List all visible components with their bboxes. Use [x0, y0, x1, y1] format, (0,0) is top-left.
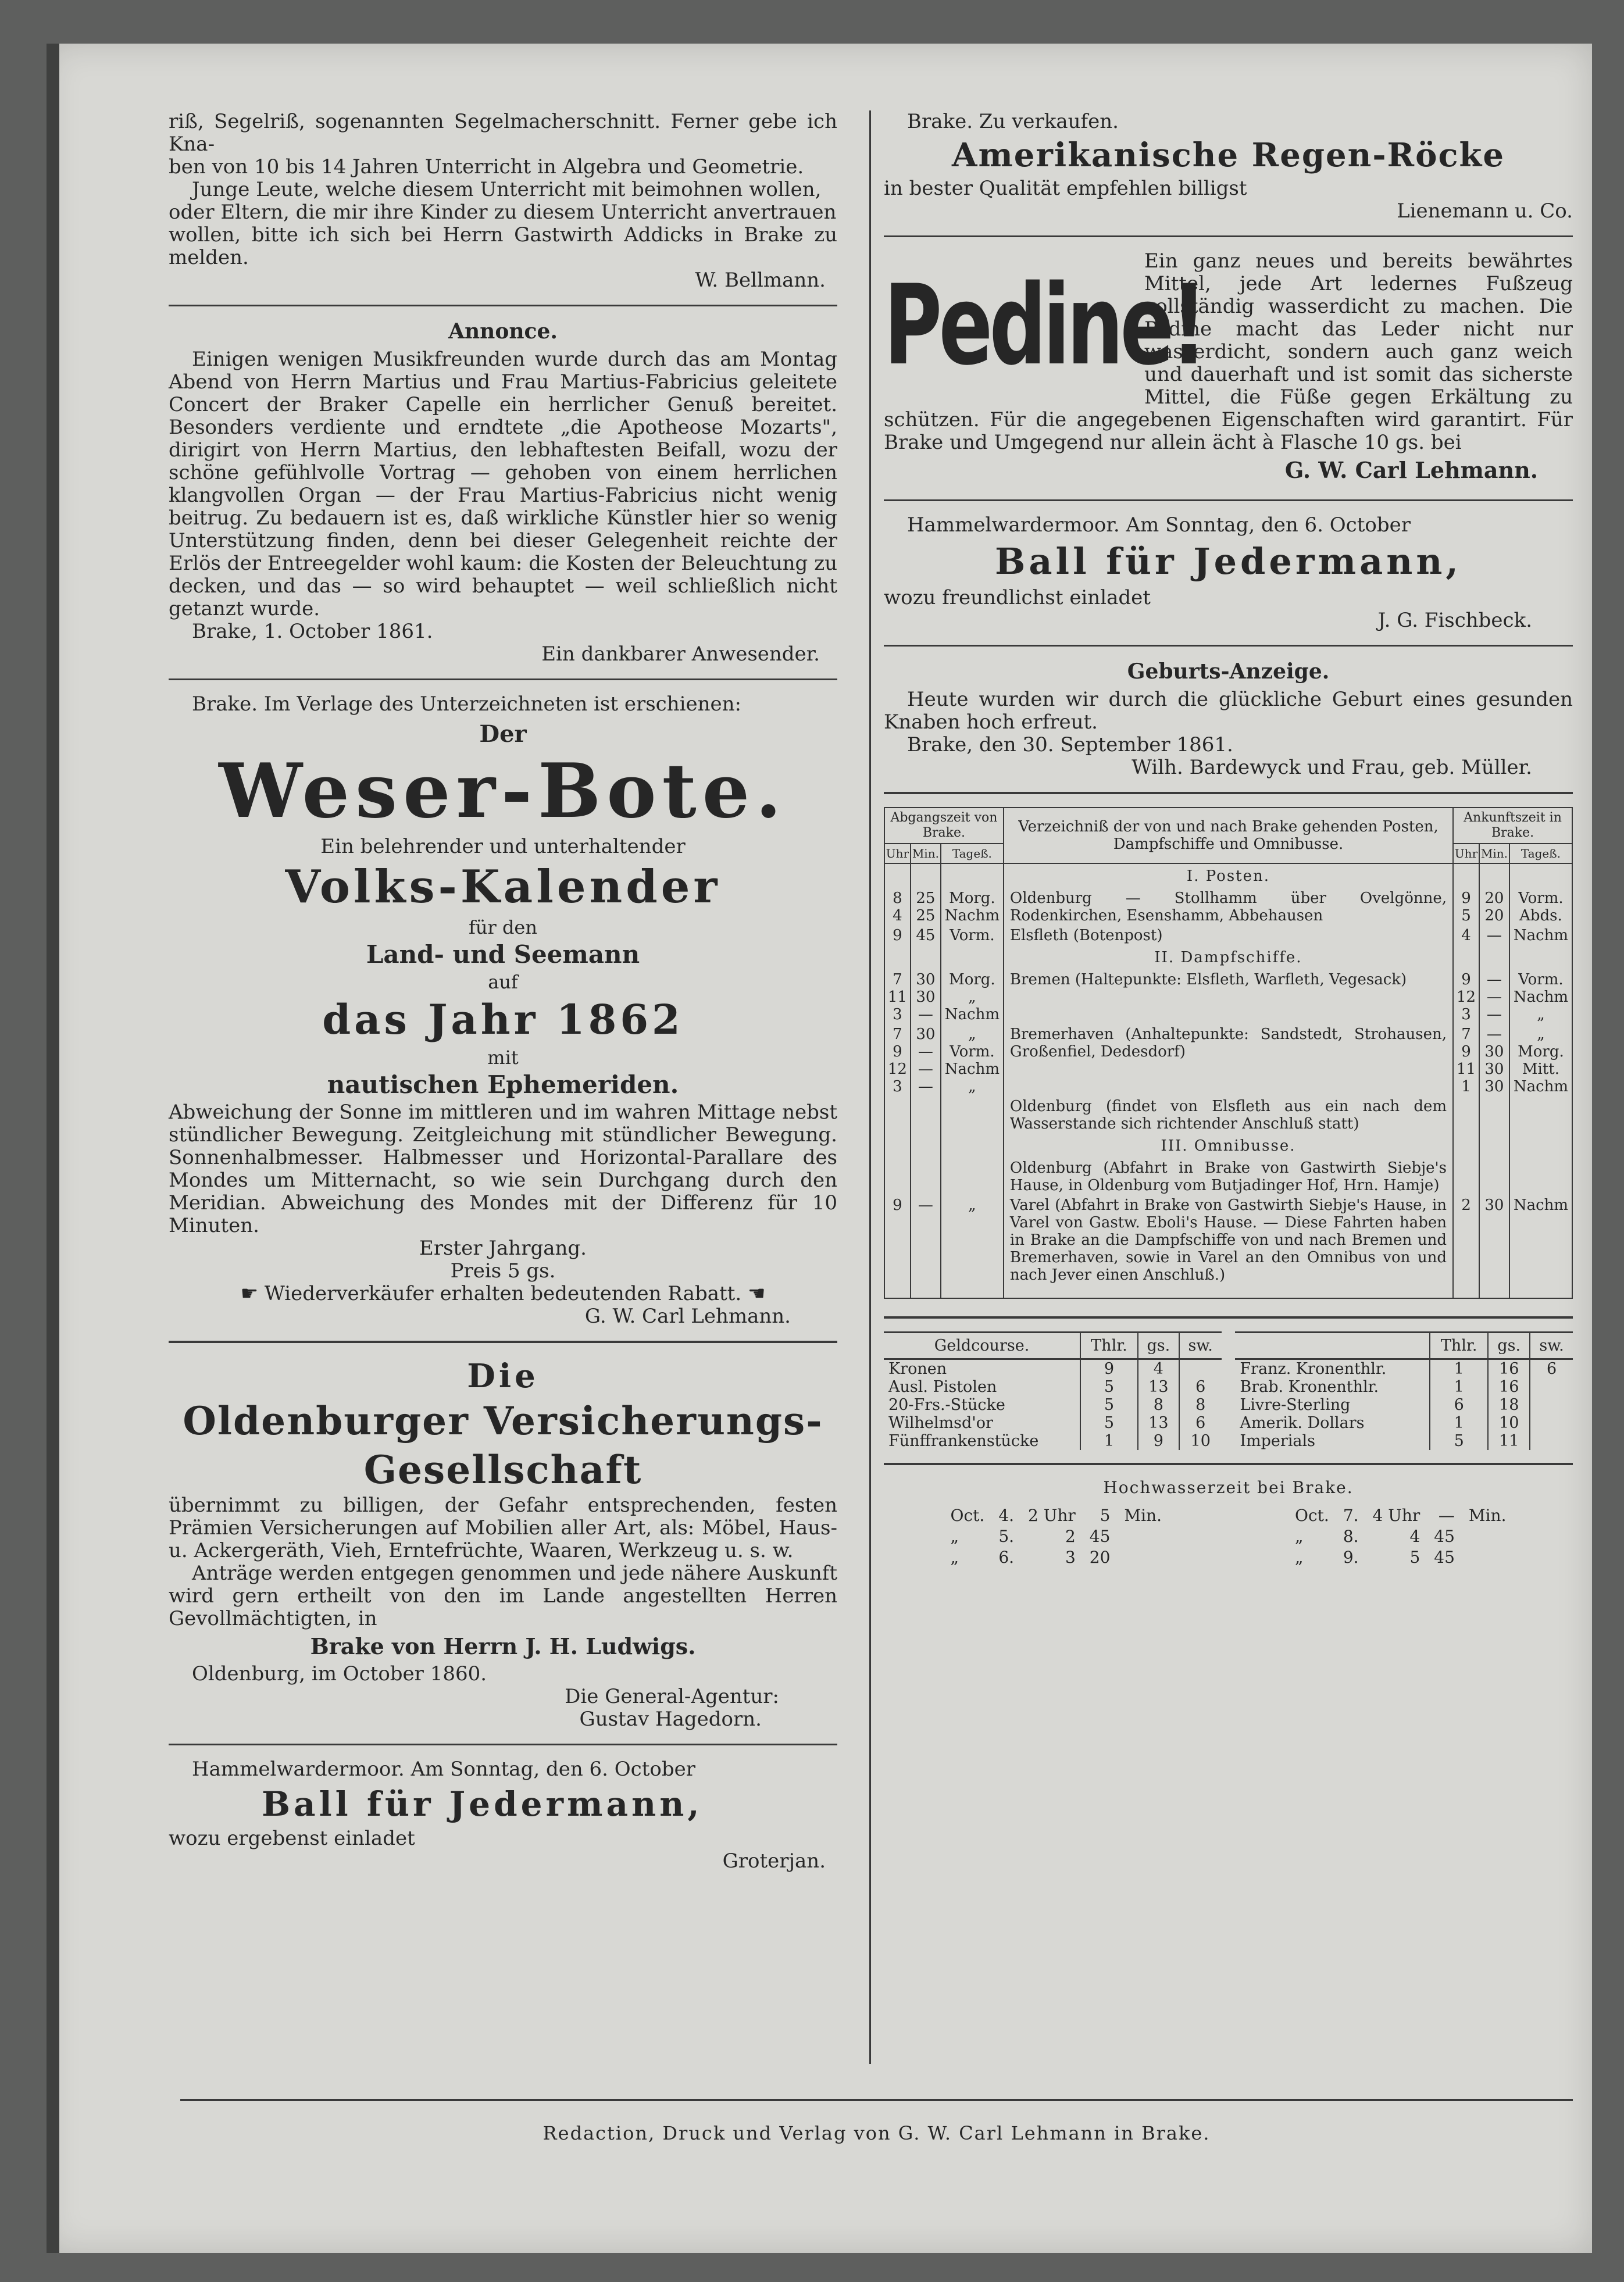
hochwasser-row [1288, 1526, 1513, 1547]
divider [884, 235, 1573, 237]
geldcourse-table-right [1235, 1331, 1573, 1450]
schedule-table [884, 807, 1573, 1299]
schedule-route: Bremen (Haltepunkte: Elsfleth, Warfleth, Vegesack) [1004, 970, 1453, 1024]
jahrgang: Erster Jahrgang. [419, 1237, 587, 1260]
volks-kalender-title: Volks-Kalender [285, 860, 721, 913]
schedule-departure-cell: 30 — — — [911, 1024, 941, 1097]
fuer-den-label: für den [469, 916, 537, 938]
geldcourse-cell: 18 [1488, 1396, 1530, 1414]
verlag-intro: Brake. Im Verlage des Unterzeichneten ist erschienen: [192, 692, 741, 716]
geldcourse-cell: 5 [1080, 1378, 1138, 1396]
ball-invite: wozu ergebenst einladet [169, 1827, 415, 1850]
geldcourse-row [884, 1396, 1222, 1414]
geburt-date: Brake, den 30. September 1861. [907, 733, 1233, 756]
geldcourse-head-row [1235, 1333, 1573, 1359]
divider [169, 1744, 837, 1745]
versicherung-text-2: Anträge werden entgegen genommen und jede nähere Auskunft wird gern ertheilt von den im Lande angestellten Herren Gevollmächtigten, in [169, 1562, 837, 1630]
geldcourse-cell: 1 [1430, 1378, 1488, 1396]
schedule-subhead: Min. [1479, 844, 1509, 863]
geldcourse-cell: 6 [1530, 1359, 1573, 1379]
hochwasser-row [1288, 1505, 1513, 1526]
intro-notice [169, 110, 837, 292]
schedule-row [884, 926, 1572, 945]
schedule-row [884, 1158, 1572, 1195]
schedule-body [884, 863, 1572, 1298]
schedule-arrival-cell: 30 [1479, 1195, 1509, 1285]
weser-bote-ad [169, 693, 837, 1328]
geldcourse-head-cell: sw. [1179, 1333, 1222, 1359]
schedule-departure-cell: 7 11 3 [884, 970, 911, 1024]
geldcourse-cell: Ausl. Pistolen [888, 1378, 997, 1396]
geldcourse-head-cell [1235, 1333, 1430, 1359]
schedule-route: Elsfleth (Botenpost) [1004, 926, 1453, 945]
ball-invite: wozu freundlichst einladet [884, 586, 1151, 609]
hochwasser-row [944, 1547, 1169, 1568]
schedule-departure-cell [911, 1158, 941, 1195]
hochwasser-cell: 2 [1065, 1527, 1076, 1546]
schedule-arrival-cell [1509, 1158, 1572, 1195]
hochwasser-cell: 45 [1434, 1527, 1455, 1546]
geldcourse-cell [1530, 1378, 1573, 1396]
geldcourse-head-cell: Thlr. [1430, 1333, 1488, 1359]
geldcourse-cell: 8 [1138, 1396, 1179, 1414]
schedule-arrival-cell: 9 12 3 [1453, 970, 1479, 1024]
hochwasser-block [884, 1478, 1573, 1568]
pedine-text: Ein ganz neues und bereits bewährtes Mittel, jede Art ledernes Fußzeug vollständig wasserdicht zu machen. Die Pedine macht das Leder nicht nur wasserdicht, sondern auch ganz weich und dauerhaft und ist somit das sicherste Mittel, die Füße gegen Erkältung zu schützen. Für die angegebenen Eigenschaften wird garantirt. Für Brake und Umgegend nur allein ächt à Flasche 10 gs. bei [884, 249, 1573, 454]
schedule-departure-cell: 45 [911, 926, 941, 945]
jahr-title: das Jahr 1862 [322, 995, 684, 1044]
schedule-arrival-cell [1479, 1097, 1509, 1134]
geldcourse-cell: 1 [1080, 1432, 1138, 1450]
geldcourse-row [1235, 1414, 1573, 1432]
schedule-departure-cell: „ Vorm. Nachm „ [941, 1024, 1004, 1097]
schedule-arrival-cell: — — — [1479, 970, 1509, 1024]
hochwasser-cell: 5 [1409, 1548, 1420, 1567]
hochwasser-cell: 45 [1434, 1548, 1455, 1567]
hochwasser-cell [1117, 1526, 1169, 1547]
pedine-ad [884, 250, 1573, 487]
geldcourse-cell: 9 [1138, 1432, 1179, 1450]
hochwasser-cell: Oct. [1295, 1506, 1329, 1525]
schedule-arrival-cell [1509, 1097, 1572, 1134]
intro-line: Junge Leute, welche diesem Unterricht mit beimohnen wollen, [192, 178, 822, 201]
annonce-signature: Ein dankbarer Anwesender. [541, 642, 820, 666]
die-label: Die [467, 1357, 539, 1395]
hochwasser-title: Hochwasserzeit bei Brake. [1103, 1478, 1354, 1497]
schedule-arrival-cell: 2 [1453, 1195, 1479, 1285]
schedule-departure-cell: Morg. Nachm [941, 888, 1004, 926]
ball-title: Ball für Jedermann, [262, 1784, 703, 1824]
pedine-big-title: Pedine! [884, 261, 1204, 390]
intro-line: oder Eltern, die mir ihre Kinder zu diesem Unterricht anvertrauen [169, 201, 837, 224]
geldcourse-cell [1530, 1396, 1573, 1414]
geldcourse-cell: 6 [1430, 1396, 1488, 1414]
hochwasser-cell: 7. [1343, 1506, 1359, 1525]
hochwasser-cell: 5 [1100, 1506, 1111, 1525]
hochwasser-cell: 4 [1409, 1527, 1420, 1546]
geldcourse-cell: 1 [1430, 1359, 1488, 1379]
schedule-head-routes: Verzeichniß der von und nach Brake gehenden Posten, Dampfschiffe und Omnibusse. [1004, 808, 1453, 863]
hochwasser-cell: „ [950, 1527, 959, 1546]
footer-imprint: Redaction, Druck und Verlag von G. W. Carl Lehmann in Brake. [542, 2122, 1211, 2144]
geldcourse-cell: Amerik. Dollars [1240, 1414, 1365, 1432]
rabatt-line [169, 1283, 837, 1305]
schedule-route: Oldenburg (Abfahrt in Brake von Gastwirth Siebje's Hause, in Oldenburg vom Butjadinger Hof, Hrn. Hamje) [1004, 1158, 1453, 1195]
ball-intro: Hammelwardermoor. Am Sonntag, den 6. October [192, 1758, 695, 1781]
geldcourse-cell: 5 [1080, 1414, 1138, 1432]
hochwasser-cell [1462, 1547, 1514, 1568]
geldcourse-row [1235, 1432, 1573, 1450]
geldcourse-cell: 11 [1488, 1432, 1530, 1450]
hochwasser-cell: Min. [1468, 1506, 1507, 1525]
geldcourse-cell: Imperials [1240, 1432, 1316, 1450]
agentur-name: Gustav Hagedorn. [579, 1708, 762, 1731]
geldcourse-cell: 16 [1488, 1378, 1530, 1396]
hochwasser-cell: Min. [1124, 1506, 1162, 1525]
hochwasser-cell: „ [1295, 1548, 1304, 1567]
schedule-bottom-row [884, 1285, 1572, 1298]
geldcourse-row [884, 1378, 1222, 1396]
schedule-arrival-cell: Vorm. Abds. [1509, 888, 1572, 926]
geldcourse-cell: 5 [1080, 1396, 1138, 1414]
geldcourse-row [1235, 1396, 1573, 1414]
versicherung-date: Oldenburg, im October 1860. [192, 1662, 487, 1685]
schedule-row [884, 1195, 1572, 1285]
geldcourse-cell: Wilhelmsd'or [888, 1414, 993, 1432]
schedule-arrival-cell: Vorm. Nachm „ [1509, 970, 1572, 1024]
schedule-section-title: I. Posten. [1004, 863, 1453, 888]
hochwasser-cell: 9. [1343, 1548, 1359, 1567]
pointing-hand-icon: ☛ [240, 1282, 259, 1305]
schedule-departure-cell: „ [941, 1195, 1004, 1285]
geldcourse-row [884, 1359, 1222, 1379]
schedule-route: Oldenburg — Stollhamm über Ovelgönne, Rodenkirchen, Esenshamm, Abbehausen [1004, 888, 1453, 926]
schedule-departure-cell [941, 1097, 1004, 1134]
hochwasser-cell: „ [950, 1548, 959, 1567]
divider [884, 499, 1573, 501]
hochwasser-cell: — [1438, 1506, 1455, 1525]
hochwasser-cell: 2 Uhr [1028, 1506, 1076, 1525]
annonce-text: Einigen wenigen Musikfreunden wurde durch das am Montag Abend von Herrn Martius und Frau Martius-Fabricius geleitete Concert der Braker Capelle ein herrlicher Genuß bereitet. Besonders verdiente und erndtete „die Apotheose Mozarts", dirigirt von Herrn Martius, den lebhaftesten Beifall, wozu der schöne gefühlvolle Vortrag — gehoben von einem herrlichen klangvollen Organ — der Frau Martius-Fabricius nicht wenig beitrug. Zu bedauern ist es, daß wirkliche Künstler hier so wenig Unterstützung finden, denn bei dieser Gelegenheit reichte der Erlös der Entreegelder wohl kaum: die Kosten der Beleuchtung zu decken, und das — so wird behauptet — weil schließlich nicht getanzt wurde. [169, 348, 837, 620]
schedule-departure-cell: Morg. „ Nachm [941, 970, 1004, 1024]
ball-signature: J. G. Fischbeck. [1377, 609, 1532, 632]
geldcourse-cell: 16 [1488, 1359, 1530, 1379]
divider [169, 1341, 837, 1343]
kalender-text: Abweichung der Sonne im mittleren und im wahren Mittage nebst stündlicher Bewegung. Zeitgleichung mit stündlicher Bewegung. Sonnenhalbmesser. Halbmesser und Horizontal-Parallare des Mondes um Mitternacht, so wie sein Durchgang durch den Meridian. Abweichung des Mondes mit der Differenz für 10 Minuten. [169, 1101, 837, 1237]
schedule-arrival-cell [1453, 1158, 1479, 1195]
schedule-arrival-cell: 9 5 [1453, 888, 1479, 926]
geldcourse-head-cell: gs. [1488, 1333, 1530, 1359]
divider [884, 645, 1573, 647]
schedule-route: Bremerhaven (Anhaltepunkte: Sandstedt, Strohausen, Großenfiel, Dedesdorf) [1004, 1024, 1453, 1097]
versicherung-ad [169, 1356, 837, 1731]
geldcourse-cell: 6 [1179, 1414, 1222, 1432]
regen-signature: Lienemann u. Co. [1397, 199, 1573, 223]
geburt-text: Heute wurden wir durch die glückliche Geburt eines gesunden Knaben hoch erfreut. [884, 688, 1573, 734]
geldcourse-cell: 6 [1179, 1378, 1222, 1396]
hochwasser-cell: 20 [1089, 1548, 1111, 1567]
hochwasser-cell: 45 [1089, 1527, 1111, 1546]
ball-signature: Groterjan. [722, 1849, 826, 1873]
divider [884, 1316, 1573, 1319]
geldcourse-cell: 8 [1179, 1396, 1222, 1414]
zu-verkaufen: Brake. Zu verkaufen. [907, 110, 1119, 133]
schedule-arrival-cell [1479, 1158, 1509, 1195]
schedule-route: Varel (Abfahrt in Brake von Gastwirth Siebje's Hause, in Varel von Gastw. Eboli's Hause. — Diese Fahrten haben in Brake an die Dampfschiffe von und nach Bremen und Bremerhaven, sowie in Varel an den Omnibus von und nach Jever einen Anschluß.) [1004, 1195, 1453, 1285]
geldcourse-cell: 10 [1179, 1432, 1222, 1450]
schedule-section-row [884, 863, 1572, 888]
brake-ludwigs: Brake von Herrn J. H. Ludwigs. [310, 1633, 696, 1659]
hochwasser-cell: Oct. [950, 1506, 985, 1525]
hochwasser-cell: 6. [998, 1548, 1015, 1567]
geldcourse-head-cell: Thlr. [1080, 1333, 1138, 1359]
hochwasser-cell: 3 [1065, 1548, 1076, 1567]
geldcourse-cell: 1 [1430, 1414, 1488, 1432]
schedule-subhead: Uhr [884, 844, 911, 863]
schedule-row [884, 888, 1572, 926]
page-binding-edge [47, 44, 59, 2253]
left-column [169, 110, 837, 1873]
hochwasser-cell: 4. [998, 1506, 1015, 1525]
schedule-departure-cell: 30 30 — [911, 970, 941, 1024]
schedule-subhead: Tageß. [1509, 844, 1572, 863]
regen-text: in bester Qualität empfehlen billigst [884, 177, 1247, 200]
schedule-departure-cell [911, 1097, 941, 1134]
intro-signature: W. Bellmann. [695, 269, 826, 292]
rabatt-text: Wiederverkäufer erhalten bedeutenden Rabatt. [264, 1282, 742, 1305]
schedule-section-title: II. Dampfschiffe. [1004, 945, 1453, 970]
geldcourse-head-cell: sw. [1530, 1333, 1573, 1359]
geldcourse-cell: 5 [1430, 1432, 1488, 1450]
schedule-subhead: Uhr [1453, 844, 1479, 863]
schedule-subhead: Min. [911, 844, 941, 863]
annonce-block [169, 319, 837, 666]
geldcourse-row [1235, 1359, 1573, 1379]
annonce-title: Annonce. [448, 319, 558, 344]
schedule-section-title: III. Omnibusse. [1004, 1134, 1453, 1158]
geldcourse-cell: 20-Frs.-Stücke [888, 1396, 1005, 1414]
schedule-head-departure: Abgangszeit von Brake. [884, 808, 1004, 844]
schedule-departure-cell: Vorm. [941, 926, 1004, 945]
der-label: Der [479, 720, 527, 748]
verlag-signature: G. W. Carl Lehmann. [584, 1305, 791, 1328]
schedule-arrival-cell: 20 20 [1479, 888, 1509, 926]
schedule-departure-cell [884, 1097, 911, 1134]
geldcourse-head-row [884, 1333, 1222, 1359]
pedine-signature: G. W. Carl Lehmann. [1284, 457, 1538, 483]
schedule-arrival-cell [1453, 1097, 1479, 1134]
schedule-departure-cell: 7 9 12 3 [884, 1024, 911, 1097]
hochwasser-row [944, 1505, 1169, 1526]
geburt-title: Geburts-Anzeige. [1127, 659, 1330, 684]
schedule-arrival-cell: 7 9 11 1 [1453, 1024, 1479, 1097]
schedule-departure-cell: 9 [884, 926, 911, 945]
schedule-departure-cell: 9 [884, 1195, 911, 1285]
geldcourse-cell: Kronen [888, 1360, 947, 1378]
geburt-ad [884, 659, 1573, 779]
regen-title: Amerikanische Regen-Röcke [952, 136, 1505, 174]
divider [884, 1463, 1573, 1465]
schedule-section-row [884, 945, 1572, 970]
intro-line: riß, Segelriß, sogenannten Segelmacherschnitt. Ferner gebe ich Kna- [169, 110, 837, 156]
geldcourse-row [884, 1414, 1222, 1432]
land-seemann-label: Land- und Seemann [366, 940, 640, 969]
hochwasser-table-right [1288, 1505, 1513, 1568]
hochwasser-cell: 4 Uhr [1372, 1506, 1420, 1525]
geldcourse-cell: 10 [1488, 1414, 1530, 1432]
geldcourse-cell: Brab. Kronenthlr. [1240, 1378, 1379, 1396]
schedule-route: Oldenburg (findet von Elsfleth aus ein nach dem Wasserstande sich richtender Anschluß statt) [1004, 1097, 1453, 1134]
schedule-row [884, 1024, 1572, 1097]
ball-ad-right [884, 514, 1573, 632]
geldcourse-cell [1530, 1414, 1573, 1432]
ball-intro: Hammelwardermoor. Am Sonntag, den 6. October [907, 513, 1411, 537]
hochwasser-row [944, 1526, 1169, 1547]
geldcourse-cell: 13 [1138, 1378, 1179, 1396]
geldcourse-head-cell: gs. [1138, 1333, 1179, 1359]
geldcourse-cell: Fünffrankenstücke [888, 1432, 1039, 1450]
schedule-arrival-cell: 4 [1453, 926, 1479, 945]
divider [169, 678, 837, 680]
geldcourse-cell [1530, 1432, 1573, 1450]
regen-ad [884, 110, 1573, 223]
geldcourse-cell [1179, 1359, 1222, 1379]
ball-ad-left [169, 1758, 837, 1873]
geldcourse-head-cell: Geldcourse. [884, 1333, 1080, 1359]
column-divider [869, 110, 871, 2064]
schedule-departure-cell [941, 1158, 1004, 1195]
annonce-date: Brake, 1. October 1861. [192, 620, 433, 643]
right-column [884, 110, 1573, 1568]
divider [169, 305, 837, 306]
geburt-signature: Wilh. Bardewyck und Frau, geb. Müller. [1132, 756, 1532, 779]
schedule-departure-cell [884, 1158, 911, 1195]
hochwasser-table-left [944, 1505, 1169, 1568]
versicherung-title-1: Oldenburger Versicherungs- [183, 1398, 823, 1444]
intro-line: wollen, bitte ich sich bei Herrn Gastwirth Addicks in Brake zu melden. [169, 223, 837, 269]
schedule-arrival-cell: — 30 30 30 [1479, 1024, 1509, 1097]
schedule-departure-cell: — [911, 1195, 941, 1285]
agentur-label: Die General-Agentur: [565, 1685, 779, 1708]
schedule-subhead: Tageß. [941, 844, 1004, 863]
kalender-subtitle: Ein belehrender und unterhaltender [320, 835, 686, 858]
hochwasser-cell: „ [1295, 1527, 1304, 1546]
geldcourse-cell: Livre-Sterling [1240, 1396, 1351, 1414]
intro-line: ben von 10 bis 14 Jahren Unterricht in Algebra und Geometrie. [169, 155, 804, 178]
schedule-row [884, 970, 1572, 1024]
geldcourse-block [884, 1331, 1573, 1450]
hochwasser-cell: 8. [1343, 1527, 1359, 1546]
ball-title: Ball für Jedermann, [994, 540, 1462, 583]
versicherung-title-2: Gesellschaft [363, 1447, 643, 1492]
geldcourse-cell: 9 [1080, 1359, 1138, 1379]
pointing-hand-icon: ☚ [747, 1282, 766, 1305]
hochwasser-cell [1117, 1547, 1169, 1568]
hochwasser-cell: 5. [998, 1527, 1015, 1546]
schedule-row [884, 1097, 1572, 1134]
schedule-departure-cell: 25 25 [911, 888, 941, 926]
auf-label: auf [488, 971, 518, 993]
schedule-section-row [884, 1134, 1572, 1158]
geldcourse-row [1235, 1378, 1573, 1396]
schedule-arrival-cell: „ Morg. Mitt. Nachm [1509, 1024, 1572, 1097]
schedule-arrival-cell: Nachm [1509, 926, 1572, 945]
geldcourse-cell: Franz. Kronenthlr. [1240, 1360, 1387, 1378]
geldcourse-cell: 4 [1138, 1359, 1179, 1379]
schedule-departure-cell: 8 4 [884, 888, 911, 926]
page-footer [180, 2099, 1573, 2144]
geldcourse-table-left [884, 1331, 1222, 1450]
versicherung-text: übernimmt zu billigen, der Gefahr entsprechenden, festen Prämien Versicherungen auf Mobilien aller Art, als: Möbel, Haus- u. Ackergeräth, Vieh, Erntefrüchte, Waaren, Werkzeug u. s. w. [169, 1494, 837, 1562]
geldcourse-cell: 13 [1138, 1414, 1179, 1432]
ephemeriden-label: nautischen Ephemeriden. [327, 1070, 679, 1099]
schedule-head-arrival: Ankunftszeit in Brake. [1453, 808, 1572, 844]
weser-bote-title: Weser-Bote. [219, 748, 787, 835]
divider [884, 792, 1573, 794]
hochwasser-cell [1462, 1526, 1514, 1547]
geldcourse-row [884, 1432, 1222, 1450]
hochwasser-row [1288, 1547, 1513, 1568]
schedule-arrival-cell: Nachm [1509, 1195, 1572, 1285]
preis: Preis 5 gs. [450, 1259, 556, 1283]
schedule-arrival-cell: — [1479, 926, 1509, 945]
mit-label: mit [487, 1047, 519, 1069]
